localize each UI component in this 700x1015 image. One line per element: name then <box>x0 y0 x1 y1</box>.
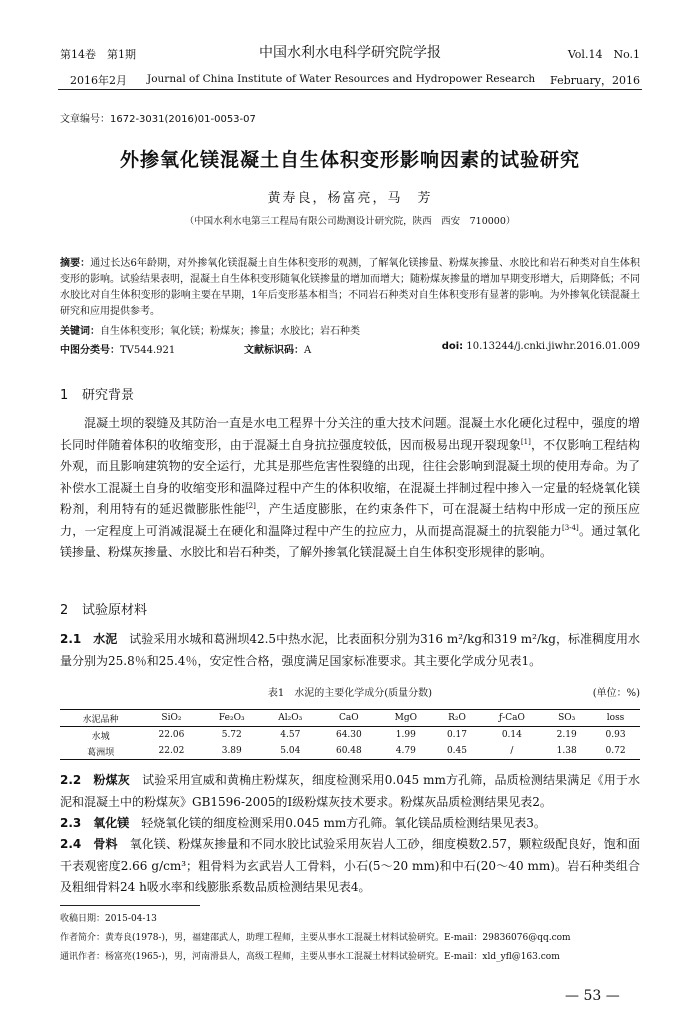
table-header-cell: Fe₂O₃ <box>218 713 245 723</box>
corresponding-author: 通讯作者：杨富亮(1965-)，男，河南滑县人，高级工程师，主要从事水工混凝土材料试验研究。E-mail：xld_yfl@163.com <box>60 952 560 962</box>
table-1-unit: (单位：%) <box>592 688 640 699</box>
document-code-label: 文献标识码： <box>244 345 304 356</box>
table-cell: 0.93 <box>605 730 626 740</box>
section-2-3-text: 轻烧氧化镁的细度检测采用0.045 mm方孔筛。氧化镁品质检测结果见表3。 <box>141 816 546 830</box>
header-volume-issue: 第14卷 第1期 <box>60 48 136 61</box>
table-cell: 2.19 <box>556 730 577 740</box>
table-header-cell: SiO₂ <box>161 713 182 723</box>
section-2-3 <box>60 813 640 835</box>
footnote-rule <box>60 905 200 906</box>
doi-label: doi: <box>441 341 464 352</box>
table-header-row <box>60 710 640 727</box>
table-cell: 4.79 <box>395 746 416 756</box>
clc-number <box>60 341 175 356</box>
table-cell: 64.30 <box>335 730 362 740</box>
citation-2: [2] <box>245 502 256 510</box>
page-number: — 53 — <box>565 988 620 1004</box>
abstract-label: 摘要： <box>60 258 91 269</box>
section-1-title: 研究背景 <box>82 388 135 403</box>
table-1-caption: 表1 水泥的主要化学成分(质量分数) <box>267 688 433 699</box>
keywords <box>60 324 640 340</box>
received-date: 收稿日期：2015-04-13 <box>60 914 157 924</box>
table-cell: 水城 <box>91 731 110 742</box>
table-cell: 0.14 <box>501 730 522 740</box>
table-cell: 葛洲坝 <box>87 747 115 758</box>
table-header-cell: R₂O <box>448 713 466 723</box>
section-2-title: 试验原材料 <box>82 603 148 618</box>
abstract-text: 通过长达6年龄期，对外掺氧化镁混凝土自生体积变形的观测，了解氧化镁掺量、粉煤灰掺量、水胶比和岩石种类对自生体积变形的影响。试验结果表明，混凝土自生体积变形随氧化镁掺量的增加而增大；随粉煤灰掺量的增加早期变形增大，后期降低；不同水胶比对自生体积变形的影响主要在早期，1年后变形基本相当；不同岩石种类对自生体积变形有显著的影响。为外掺氧化镁混凝土研究和应用提供参考。 <box>60 258 640 317</box>
document-code <box>244 341 311 356</box>
section-2-1 <box>60 629 640 672</box>
section-2-4 <box>60 834 640 899</box>
table-header-cell: loss <box>606 713 625 723</box>
table-row <box>60 727 640 744</box>
table-row <box>60 743 640 760</box>
header-date-cn: 2016年2月 <box>70 74 127 87</box>
paper-title: 外掺氧化镁混凝土自生体积变形影响因素的试验研究 <box>119 149 580 171</box>
author-bio: 作者简介：黄寿良(1978-)，男，福建邵武人，助理工程师，主要从事水工混凝土材料试验研究。E-mail：29836076@qq.com <box>60 933 571 943</box>
section-2-4-text: 氧化镁、粉煤灰掺量和不同水胶比试验采用灰岩人工砂，细度模数2.57，颗粒级配良好，饱和面干表观密度2.66 g/cm³；粗骨料为玄武岩人工骨料，小石(5～20 mm)和中石(20～40 mm)。岩石种类组合及粗细骨料24 h吸水率和线膨胀系数品质检测结果见表4。 <box>60 837 640 894</box>
table-header-cell: CaO <box>339 713 359 723</box>
section-1-heading <box>60 384 134 403</box>
section-2-2 <box>60 770 640 813</box>
doi-value: 10.13244/j.cnki.jiwhr.2016.01.009 <box>466 341 640 352</box>
table-cell: 3.89 <box>221 746 242 756</box>
section-2-2-text: 试验采用宣威和黄桷庄粉煤灰，细度检测采用0.045 mm方孔筛，品质检测结果满足《用于水泥和混凝土中的粉煤灰》GB1596-2005的Ⅰ级粉煤灰技术要求。粉煤灰品质检测结果见表2。 <box>60 773 640 809</box>
affiliation: （中国水利水电第三工程局有限公司勘测设计研究院，陕西 西安 710000） <box>184 216 516 227</box>
section-2-3-label: 2.3 氧化镁 <box>60 816 130 830</box>
table-cell: 5.72 <box>221 730 242 740</box>
header-vol-no-en: Vol.14 No.1 <box>567 48 640 61</box>
citation-1: [1] <box>520 437 531 446</box>
table-cell: 0.17 <box>446 730 467 740</box>
header-date-en: February，2016 <box>550 74 640 87</box>
keywords-label: 关键词： <box>60 326 100 337</box>
table-cell: 5.04 <box>280 746 301 756</box>
keywords-text: 自生体积变形；氧化镁；粉煤灰；掺量；水胶比；岩石种类 <box>100 326 360 337</box>
table-cell: / <box>510 746 514 756</box>
table-cell: 4.57 <box>280 730 301 740</box>
table-cell: 0.72 <box>605 746 626 756</box>
footnotes <box>60 910 640 967</box>
section-2-2-label: 2.2 粉煤灰 <box>60 773 130 787</box>
section-2-number: 2 <box>60 603 69 618</box>
section-1-number: 1 <box>60 388 69 403</box>
section-1-body <box>60 413 640 564</box>
table-header-cell: MgO <box>394 713 417 723</box>
table-cell: 60.48 <box>335 746 362 756</box>
document-code-value: A <box>304 345 312 356</box>
table-cell: 0.45 <box>446 746 467 756</box>
table-cell: 1.38 <box>556 746 577 756</box>
section-1-paragraph: 混凝土坝的裂缝及其防治一直是水电工程界十分关注的重大技术问题。混凝土水化硬化过程中，强度的增长同时伴随着体积的收缩变形，由于混凝土自身抗拉强度较低，因而极易出现开裂现象[1]，不仅影响工程结构外观，而且影响建筑物的安全运行，尤其是那些危害性裂缝的出现，往往会影响到混凝土坝的使用寿命。为了补偿水工混凝土自身的收缩变形和温降过程中产生的体积收缩，在混凝土拌制过程中掺入一定量的轻烧氧化镁粉剂，利用特有的延迟微膨胀性能[2]，产生适度膨胀，在约束条件下，可在混凝土结构中形成一定的预压应力，一定程度上可消减混凝土在硬化和温降过程中产生的拉应力，从而提高混凝土的抗裂能力[3-4]。通过氧化镁掺量、粉煤灰掺量、水胶比和岩石种类，了解外掺氧化镁混凝土自生体积变形规律的影响。 <box>60 416 640 559</box>
article-number: 文章编号：1672-3031(2016)01-0053-07 <box>60 114 256 125</box>
section-2-1-label: 2.1 水泥 <box>60 632 118 646</box>
citation-3: [3-4] <box>562 523 579 532</box>
table-header-cell: Al₂O₃ <box>278 713 303 723</box>
clc-value: TV544.921 <box>120 345 176 356</box>
table-1 <box>60 709 640 760</box>
table-header-cell: SO₃ <box>558 713 576 723</box>
clc-label: 中图分类号： <box>60 345 120 356</box>
table-cell: 1.99 <box>395 730 416 740</box>
authors: 黄寿良，杨富亮，马 芳 <box>267 191 433 206</box>
abstract <box>60 256 640 320</box>
header-journal-en: Journal of China Institute of Water Resources and Hydropower Research <box>147 73 536 85</box>
table-header-cell: ƒ-CaO <box>498 713 525 723</box>
doi <box>442 341 640 352</box>
header-journal-cn: 中国水利水电科学研究院学报 <box>259 45 441 61</box>
table-header-cell: 水泥品种 <box>82 714 119 725</box>
table-cell: 22.02 <box>158 746 185 756</box>
section-2-4-label: 2.4 骨料 <box>60 837 118 851</box>
table-cell: 22.06 <box>158 730 185 740</box>
header-rule <box>58 89 642 90</box>
section-2-1-text: 试验采用水城和葛洲坝42.5中热水泥，比表面积分别为316 m²/kg和319 m²/kg，标准稠度用水量分别为25.8％和25.4％，安定性合格，强度满足国家标准要求。其主要化学成分见表1。 <box>60 632 640 668</box>
section-2-heading <box>60 599 147 618</box>
